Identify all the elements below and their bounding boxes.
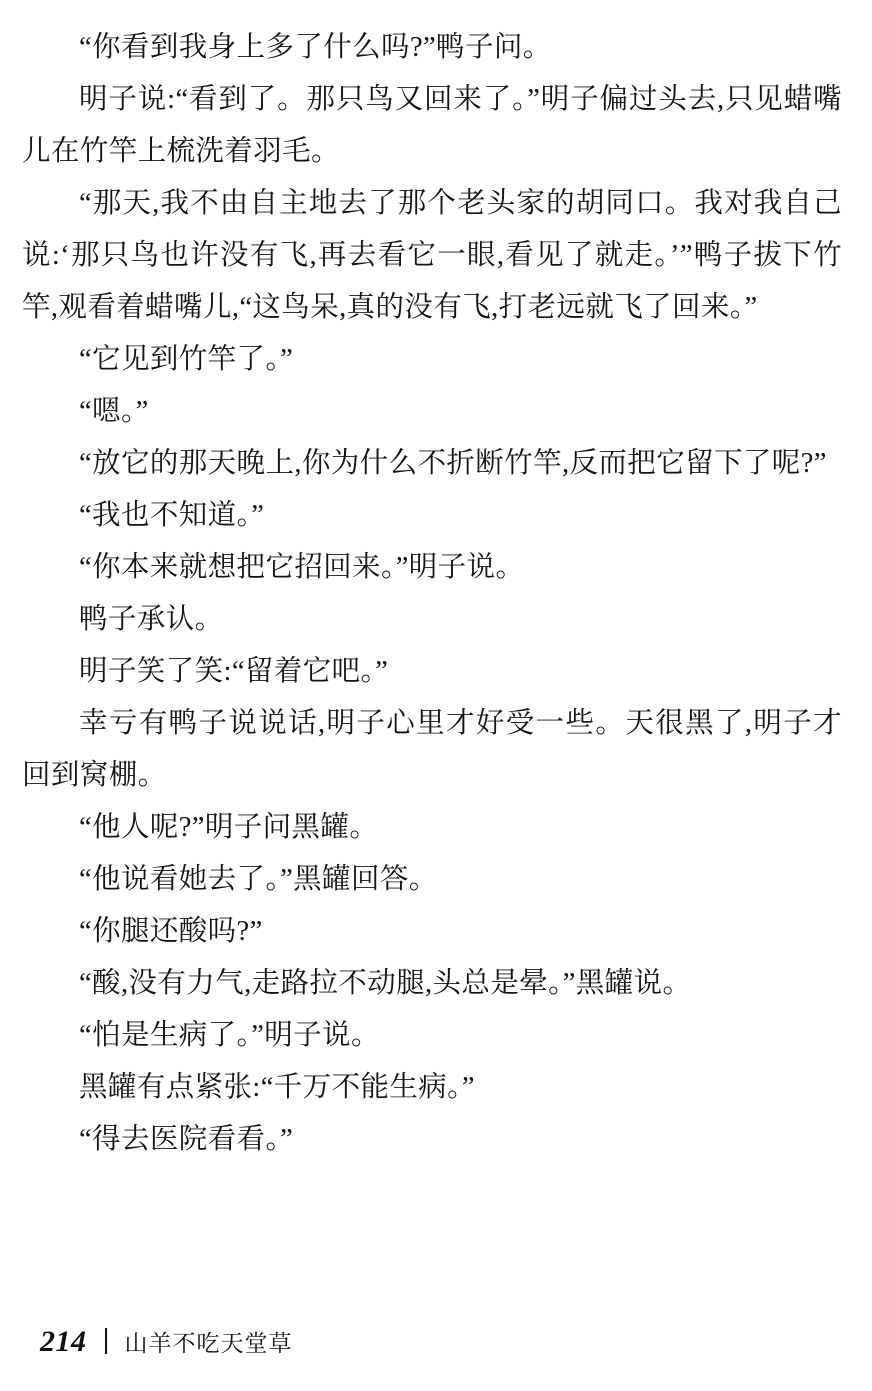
paragraph: “你腿还酸吗?” (79, 916, 263, 947)
paragraph: 幸亏有鸭子说说话,明子心里才好受一些。天很黑了,明子才回到窝棚。 (22, 708, 842, 791)
paragraph: “那天,我不由自主地去了那个老头家的胡同口。我对我自己说:‘那只鸟也许没有飞,再去看它一眼,看见了就走。’”鸭子拔下竹竿,观看着蜡嘴儿,“这鸟呆,真的没有飞,打老远就飞了回来。” (22, 188, 842, 323)
page-number: 214 (40, 1325, 87, 1358)
page-footer (40, 1325, 293, 1359)
paragraph: “放它的那天晚上,你为什么不折断竹竿,反而把它留下了呢?” (79, 448, 827, 479)
book-title: 山羊不吃天堂草 (124, 1331, 293, 1356)
paragraph: “他说看她去了。”黑罐回答。 (79, 864, 438, 895)
paragraph: 黑罐有点紧张:“千万不能生病。” (79, 1072, 475, 1103)
paragraph: “你本来就想把它招回来。”明子说。 (79, 552, 525, 583)
paragraph: “怕是生病了。”明子说。 (79, 1020, 380, 1051)
page-body (22, 22, 842, 1166)
footer-divider (105, 1328, 107, 1354)
paragraph: “他人呢?”明子问黑罐。 (79, 812, 379, 843)
paragraph: 明子说:“看到了。那只鸟又回来了。”明子偏过头去,只见蜡嘴儿在竹竿上梳洗着羽毛。 (22, 84, 842, 167)
paragraph: “你看到我身上多了什么吗?”鸭子问。 (79, 32, 552, 63)
paragraph: “酸,没有力气,走路拉不动腿,头总是晕。”黑罐说。 (79, 968, 692, 999)
paragraph: 鸭子承认。 (79, 604, 224, 635)
paragraph: “我也不知道。” (79, 500, 265, 531)
paragraph: “它见到竹竿了。” (79, 344, 294, 375)
paragraph: 明子笑了笑:“留着它吧。” (79, 656, 389, 687)
paragraph: “得去医院看看。” (79, 1124, 294, 1155)
paragraph: “嗯。” (79, 396, 149, 427)
